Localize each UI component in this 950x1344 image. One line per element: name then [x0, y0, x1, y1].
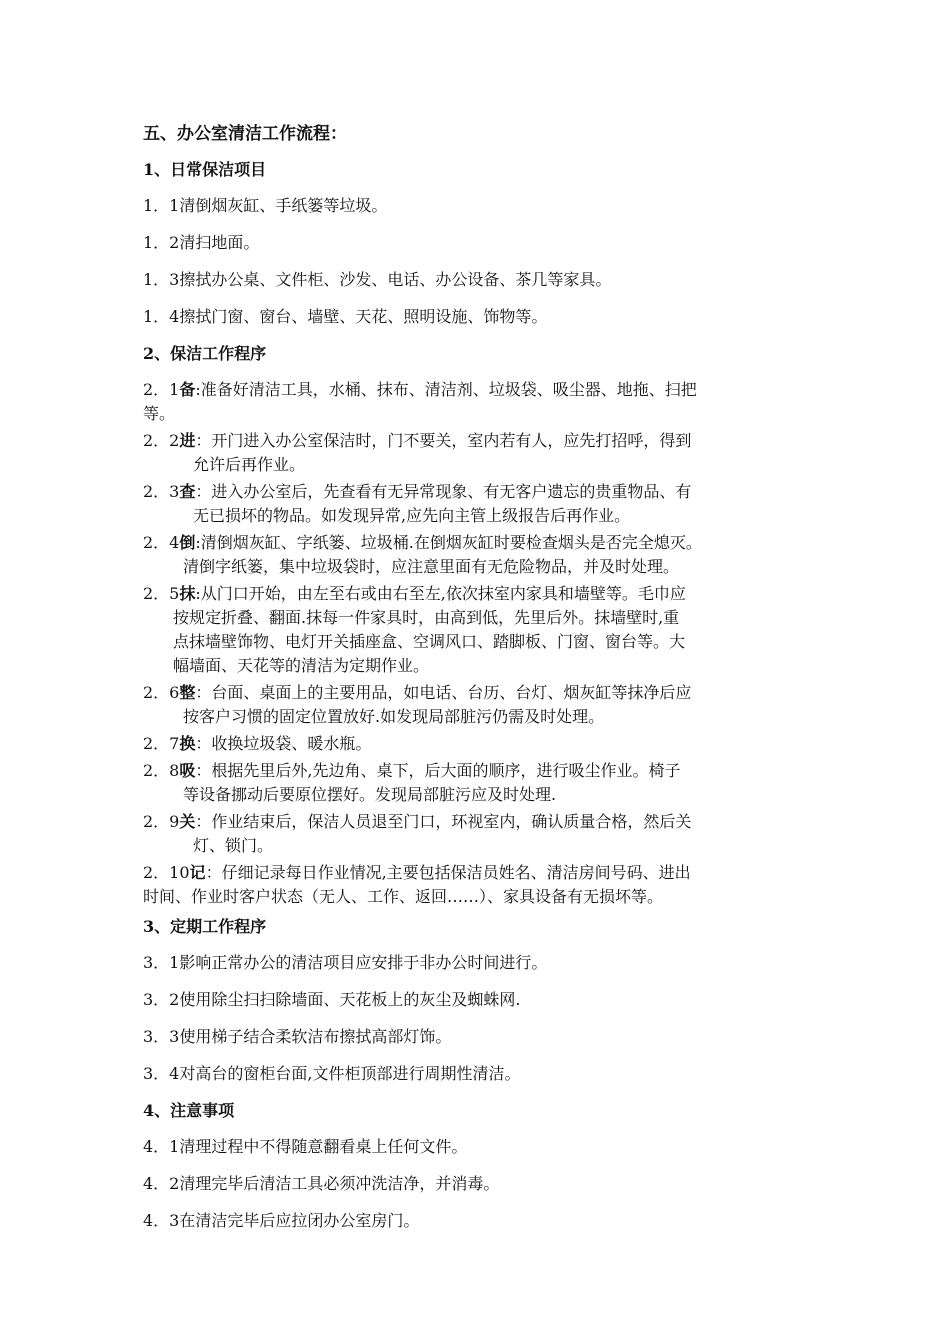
step-number: 2．10: [143, 863, 190, 882]
step-number: 2．8: [143, 761, 180, 780]
step-number: 2．3: [143, 482, 180, 501]
step-keyword: 整: [179, 683, 196, 702]
document-page: [143, 122, 808, 1246]
list-item: 3．1影响正常办公的清洁项目应安排于非办公时间进行。: [143, 953, 548, 972]
list-item: 3．3使用梯子结合柔软洁布擦拭高部灯饰。: [143, 1027, 452, 1046]
list-item: 4．1清理过程中不得随意翻看桌上任何文件。: [143, 1137, 468, 1156]
step-text: 无已损坏的物品。如发现异常,应先向主管上级报告后再作业。: [193, 506, 631, 525]
section-heading-periodic-procedure: 3、定期工作程序: [143, 917, 267, 936]
step-number: 2．7: [143, 734, 180, 753]
step-number: 2．4: [143, 533, 180, 552]
step-text: ：仔细记录每日作业情况,主要包括保洁员姓名、清洁房间号码、进出: [205, 863, 691, 882]
step-number: 2．2: [143, 431, 180, 450]
step-keyword: 换: [179, 734, 196, 753]
step-text: 幅墙面、天花等的清洁为定期作业。: [173, 656, 430, 675]
step-keyword: 吸: [179, 761, 196, 780]
step-text: 按规定折叠、翻面.抹每一件家具时，由高到低，先里后外。抹墙壁时,重: [173, 608, 680, 627]
step-number: 2．6: [143, 683, 180, 702]
step-text: ：作业结束后，保洁人员退至门口，环视室内，确认质量合格，然后关: [195, 812, 692, 831]
step-text: 等设备挪动后要原位摆好。发现局部脏污应及时处理.: [183, 785, 557, 804]
step-text: :从门口开始，由左至右或由右至左,依次抹室内家具和墙壁等。毛巾应: [195, 584, 686, 603]
step-keyword: 查: [179, 482, 196, 501]
procedure-step: [143, 681, 808, 729]
step-text: :准备好清洁工具，水桶、抹布、清洁剂、垃圾袋、吸尘器、地拖、扫把: [195, 380, 697, 399]
step-keyword: 记: [189, 863, 206, 882]
section-heading-cleaning-procedure: 2、保洁工作程序: [143, 344, 267, 363]
list-item: 4．3在清洁完毕后应拉闭办公室房门。: [143, 1211, 420, 1230]
step-text: ：进入办公室后，先查看有无异常现象、有无客户遗忘的贵重物品、有: [195, 482, 692, 501]
section-heading-daily-cleaning: 1、日常保洁项目: [143, 160, 267, 179]
procedure-step: [143, 759, 808, 807]
step-text: ：开门进入办公室保洁时，门不要关，室内若有人，应先打招呼，得到: [195, 431, 692, 450]
procedure-step: [143, 531, 808, 579]
list-item: 3．4对高台的窗柜台面,文件柜顶部进行周期性清洁。: [143, 1064, 521, 1083]
document-title: 五、办公室清洁工作流程：: [143, 124, 347, 144]
step-text: ：收换垃圾袋、暖水瓶。: [195, 734, 372, 753]
procedure-step: [143, 480, 808, 528]
step-text: 清倒字纸篓，集中垃圾袋时，应注意里面有无危险物品，并及时处理。: [183, 557, 680, 576]
step-text: :清倒烟灰缸、字纸篓、垃圾桶.在倒烟灰缸时要检查烟头是否完全熄灭。: [195, 533, 702, 552]
procedure-step: [143, 810, 808, 858]
step-text: 允许后再作业。: [193, 455, 306, 474]
step-keyword: 关: [179, 812, 196, 831]
list-item: 4．2清理完毕后清洁工具必须冲洗洁净，并消毒。: [143, 1174, 500, 1193]
step-text: 时间、作业时客户状态（无人、工作、返回……）、家具设备有无损坏等。: [143, 887, 664, 906]
list-item: 1．2清扫地面。: [143, 233, 260, 252]
procedure-step: [143, 582, 808, 678]
step-keyword: 备: [179, 380, 196, 399]
step-keyword: 进: [179, 431, 196, 450]
step-number: 2．9: [143, 812, 180, 831]
step-text: ：根据先里后外,先边角、桌下，后大面的顺序，进行吸尘作业。椅子: [195, 761, 681, 780]
step-text: ：台面、桌面上的主要用品，如电话、台历、台灯、烟灰缸等抹净后应: [195, 683, 692, 702]
procedure-step: [143, 429, 808, 477]
procedure-step: [143, 378, 808, 426]
procedure-step: [143, 861, 808, 909]
step-number: 2．1: [143, 380, 180, 399]
list-item: 1．1清倒烟灰缸、手纸篓等垃圾。: [143, 196, 388, 215]
step-text: 按客户习惯的固定位置放好.如发现局部脏污仍需及时处理。: [183, 707, 605, 726]
step-text: 点抹墙壁饰物、电灯开关插座盒、空调风口、踏脚板、门窗、窗台等。大: [173, 632, 686, 651]
step-number: 2．5: [143, 584, 180, 603]
step-keyword: 抹: [179, 584, 196, 603]
step-text: 灯、锁门。: [193, 836, 274, 855]
step-keyword: 倒: [179, 533, 196, 552]
list-item: 3．2使用除尘扫扫除墙面、天花板上的灰尘及蜘蛛网.: [143, 990, 521, 1009]
step-text: 等。: [143, 404, 176, 423]
list-item: 1．4擦拭门窗、窗台、墙壁、天花、照明设施、饰物等。: [143, 307, 548, 326]
procedure-step: [143, 732, 808, 756]
section-heading-precautions: 4、注意事项: [143, 1101, 235, 1120]
list-item: 1．3擦拭办公桌、文件柜、沙发、电话、办公设备、茶几等家具。: [143, 270, 612, 289]
